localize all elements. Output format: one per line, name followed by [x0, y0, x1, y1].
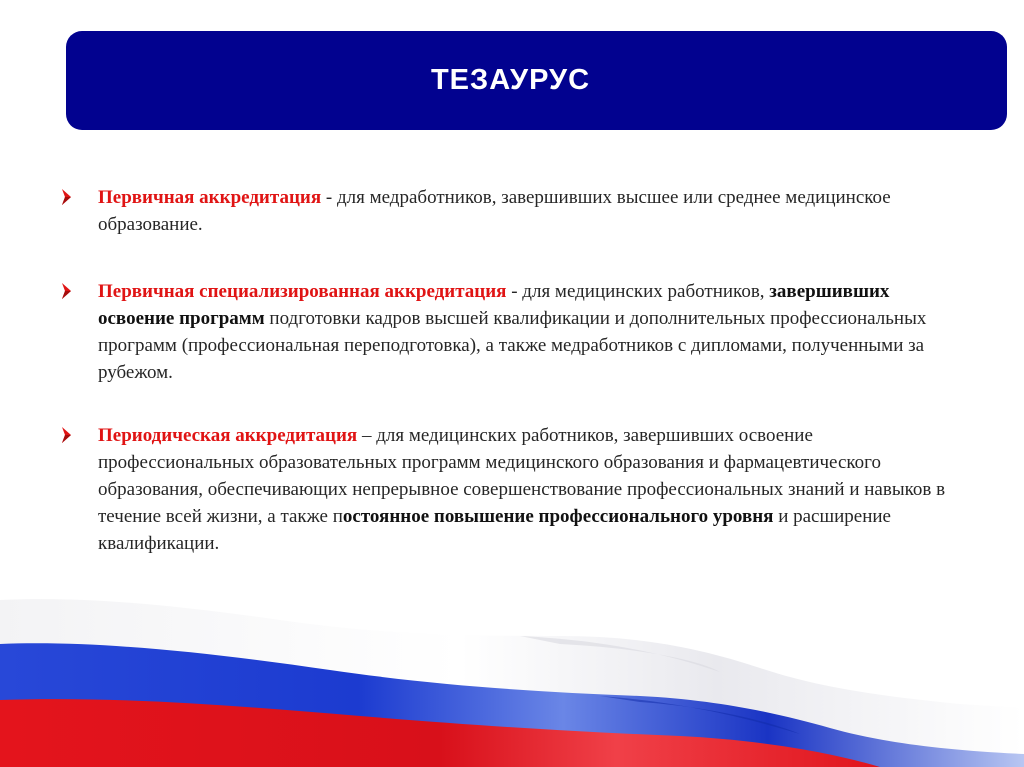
- russian-flag-wave: [0, 596, 1024, 767]
- list-item: [60, 422, 970, 557]
- term-label: Первичная специализированная аккредитация: [98, 281, 507, 302]
- chevron-arrow-bullet-icon: [60, 423, 80, 447]
- title-bar: [66, 31, 1007, 130]
- definition-text: и расширение квалификации.: [98, 506, 891, 554]
- term-label: Периодическая аккредитация: [98, 425, 358, 446]
- definition-text: - для медработников, завершивших высшее или среднее медицинское образование.: [98, 187, 891, 235]
- definition-text: – для медицинских работников, завершивших освоение профессиональных образовательных программ медицинского образования и фармацевтического образования, обеспечивающих непрерывное совершенствование профессиональных знаний и навыков в течение всей жизни, а также п: [98, 425, 946, 527]
- term-label: Первичная аккредитация: [98, 187, 322, 208]
- page-title: ТЕЗАУРУС: [430, 64, 591, 96]
- chevron-arrow-bullet-icon: [60, 185, 80, 209]
- list-item: [60, 278, 970, 386]
- list-item: [60, 184, 970, 238]
- emphasis-text: завершивших освоение программ: [98, 281, 890, 329]
- chevron-arrow-bullet-icon: [60, 279, 80, 303]
- definition-list: [60, 184, 970, 557]
- emphasis-text: остоянное повышение профессионального уровня: [342, 506, 774, 527]
- definition-text: - для медицинских работников,: [506, 281, 770, 302]
- definition-text: подготовки кадров высшей квалификации и дополнительных профессиональных программ (профессиональная переподготовка), а также медработников с дипломами, полученными за рубежом.: [98, 308, 927, 383]
